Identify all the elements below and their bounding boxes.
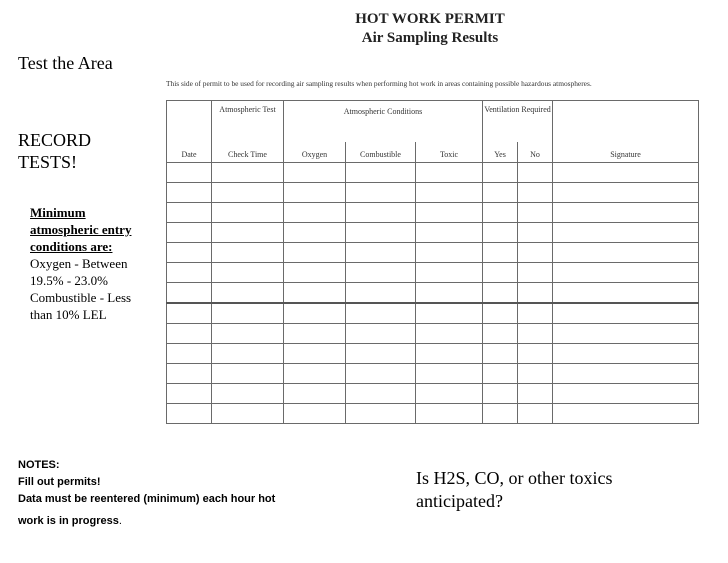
table-cell xyxy=(284,364,346,384)
oxygen-range-line1: Oxygen - Between xyxy=(30,256,128,271)
table-cell xyxy=(167,283,212,304)
table-cell xyxy=(346,263,416,283)
table-column-header-row xyxy=(167,142,699,163)
table-cell xyxy=(553,344,699,364)
notes-block xyxy=(18,457,275,530)
record-tests-line2: TESTS! xyxy=(18,152,78,172)
oxygen-range-line2: 19.5% - 23.0% xyxy=(30,273,108,288)
table-row xyxy=(167,344,699,364)
table-cell xyxy=(553,163,699,183)
table-cell xyxy=(167,163,212,183)
form-title-line2: Air Sampling Results xyxy=(361,30,499,46)
table-cell xyxy=(553,364,699,384)
table-cell xyxy=(167,384,212,404)
table-cell xyxy=(346,344,416,364)
table-cell xyxy=(346,243,416,263)
table-cell xyxy=(167,364,212,384)
column-signature: Signature xyxy=(553,142,699,163)
table-cell xyxy=(212,283,284,304)
table-cell xyxy=(553,283,699,304)
table-cell xyxy=(416,324,483,344)
table-cell xyxy=(518,203,553,223)
table-cell xyxy=(284,384,346,404)
table-cell xyxy=(483,263,518,283)
table-cell xyxy=(346,303,416,324)
header-ventilation-required: Ventilation Required xyxy=(483,101,553,143)
table-cell xyxy=(518,344,553,364)
table-cell xyxy=(416,364,483,384)
toxics-question xyxy=(416,467,613,513)
table-cell xyxy=(212,324,284,344)
table-cell xyxy=(284,404,346,424)
form-title xyxy=(330,10,530,48)
header-atmospheric-conditions: Atmospheric Conditions xyxy=(284,101,483,143)
table-cell xyxy=(483,384,518,404)
table-row xyxy=(167,404,699,424)
header-atmospheric-test: Atmospheric Test xyxy=(212,101,284,143)
table-cell xyxy=(346,404,416,424)
notes-heading: NOTES: xyxy=(18,459,60,471)
minimum-title-line1: Minimum xyxy=(30,205,86,220)
table-cell xyxy=(167,223,212,243)
table-cell xyxy=(518,283,553,304)
table-cell xyxy=(167,183,212,203)
table-row xyxy=(167,223,699,243)
table-cell xyxy=(284,223,346,243)
heading-test-area: Test the Area xyxy=(18,53,113,73)
table-cell xyxy=(167,404,212,424)
column-yes: Yes xyxy=(483,142,518,163)
table-row xyxy=(167,243,699,263)
table-cell xyxy=(212,163,284,183)
table-cell xyxy=(553,324,699,344)
table-cell xyxy=(553,303,699,324)
table-cell xyxy=(553,223,699,243)
column-date: Date xyxy=(167,142,212,163)
table-cell xyxy=(518,163,553,183)
table-cell xyxy=(416,243,483,263)
column-check-time: Check Time xyxy=(212,142,284,163)
table-cell xyxy=(483,283,518,304)
table-cell xyxy=(167,324,212,344)
table-cell xyxy=(212,384,284,404)
table-row xyxy=(167,183,699,203)
table-cell xyxy=(416,263,483,283)
table-cell xyxy=(346,183,416,203)
notes-in-progress xyxy=(18,513,275,530)
table-cell xyxy=(518,384,553,404)
table-cell xyxy=(416,303,483,324)
table-cell xyxy=(553,384,699,404)
table-cell xyxy=(284,303,346,324)
table-cell xyxy=(346,283,416,304)
table-cell xyxy=(518,324,553,344)
table-cell xyxy=(167,263,212,283)
table-cell xyxy=(416,223,483,243)
toxics-question-line1: Is H2S, CO, or other toxics xyxy=(416,468,613,488)
table-row xyxy=(167,303,699,324)
table-row xyxy=(167,283,699,304)
table-cell xyxy=(518,404,553,424)
table-cell xyxy=(167,303,212,324)
minimum-title-line2: atmospheric entry xyxy=(30,222,132,237)
column-combustible: Combustible xyxy=(346,142,416,163)
air-sampling-table xyxy=(166,100,699,424)
table-cell xyxy=(553,243,699,263)
table-cell xyxy=(483,324,518,344)
minimum-conditions-box xyxy=(30,204,155,323)
column-oxygen: Oxygen xyxy=(284,142,346,163)
table-cell xyxy=(518,183,553,203)
table-cell xyxy=(167,243,212,263)
table-cell xyxy=(518,223,553,243)
table-cell xyxy=(212,404,284,424)
heading-record-tests xyxy=(18,129,91,173)
table-cell xyxy=(212,344,284,364)
toxics-question-line2: anticipated? xyxy=(416,491,503,511)
table-cell xyxy=(212,203,284,223)
table-row xyxy=(167,324,699,344)
notes-in-progress-text: work is in progress xyxy=(18,515,119,527)
table-cell xyxy=(518,243,553,263)
table-row xyxy=(167,203,699,223)
table-cell xyxy=(284,263,346,283)
minimum-title-line3: conditions are: xyxy=(30,239,113,254)
table-cell xyxy=(212,364,284,384)
table-cell xyxy=(416,163,483,183)
table-row xyxy=(167,263,699,283)
table-group-header-row xyxy=(167,101,699,143)
table-cell xyxy=(212,223,284,243)
table-cell xyxy=(416,384,483,404)
table-cell xyxy=(483,243,518,263)
table-cell xyxy=(212,243,284,263)
column-no: No xyxy=(518,142,553,163)
table-cell xyxy=(416,203,483,223)
table-cell xyxy=(212,263,284,283)
table-cell xyxy=(553,183,699,203)
table-cell xyxy=(483,223,518,243)
table-cell xyxy=(483,404,518,424)
table-cell xyxy=(416,344,483,364)
table-cell xyxy=(483,364,518,384)
combustible-limit-line2: than 10% LEL xyxy=(30,307,107,322)
table-cell xyxy=(346,384,416,404)
table-cell xyxy=(483,303,518,324)
table-body xyxy=(167,163,699,424)
notes-fill-out: Fill out permits! xyxy=(18,476,101,488)
table-cell xyxy=(483,203,518,223)
table-cell xyxy=(284,243,346,263)
table-row xyxy=(167,163,699,183)
table-cell xyxy=(167,203,212,223)
table-cell xyxy=(167,344,212,364)
table-cell xyxy=(284,324,346,344)
column-toxic: Toxic xyxy=(416,142,483,163)
table-cell xyxy=(518,303,553,324)
notes-in-progress-period: . xyxy=(118,515,122,527)
table-cell xyxy=(284,163,346,183)
form-title-line1: HOT WORK PERMIT xyxy=(355,11,505,27)
table-cell xyxy=(284,203,346,223)
table-cell xyxy=(416,283,483,304)
table-cell xyxy=(553,263,699,283)
table-cell xyxy=(553,203,699,223)
table-row xyxy=(167,364,699,384)
table-cell xyxy=(553,404,699,424)
notes-reenter: Data must be reentered (minimum) each hour hot xyxy=(18,493,276,505)
table-cell xyxy=(346,203,416,223)
table-cell xyxy=(346,364,416,384)
table-row xyxy=(167,384,699,404)
table-cell xyxy=(212,183,284,203)
combustible-limit-line1: Combustible - Less xyxy=(30,290,132,305)
table-cell xyxy=(346,223,416,243)
table-cell xyxy=(284,283,346,304)
table-cell xyxy=(346,324,416,344)
table-cell xyxy=(483,163,518,183)
table-cell xyxy=(346,163,416,183)
table-cell xyxy=(518,364,553,384)
record-tests-line1: RECORD xyxy=(18,130,92,150)
form-instruction: This side of permit to be used for recording air sampling results when performing hot work in areas containing possible hazardous atmospheres. xyxy=(166,79,592,88)
table-cell xyxy=(483,344,518,364)
table-cell xyxy=(483,183,518,203)
table-cell xyxy=(284,183,346,203)
table-cell xyxy=(212,303,284,324)
table-cell xyxy=(518,263,553,283)
table-cell xyxy=(416,404,483,424)
table-cell xyxy=(284,344,346,364)
table-cell xyxy=(416,183,483,203)
